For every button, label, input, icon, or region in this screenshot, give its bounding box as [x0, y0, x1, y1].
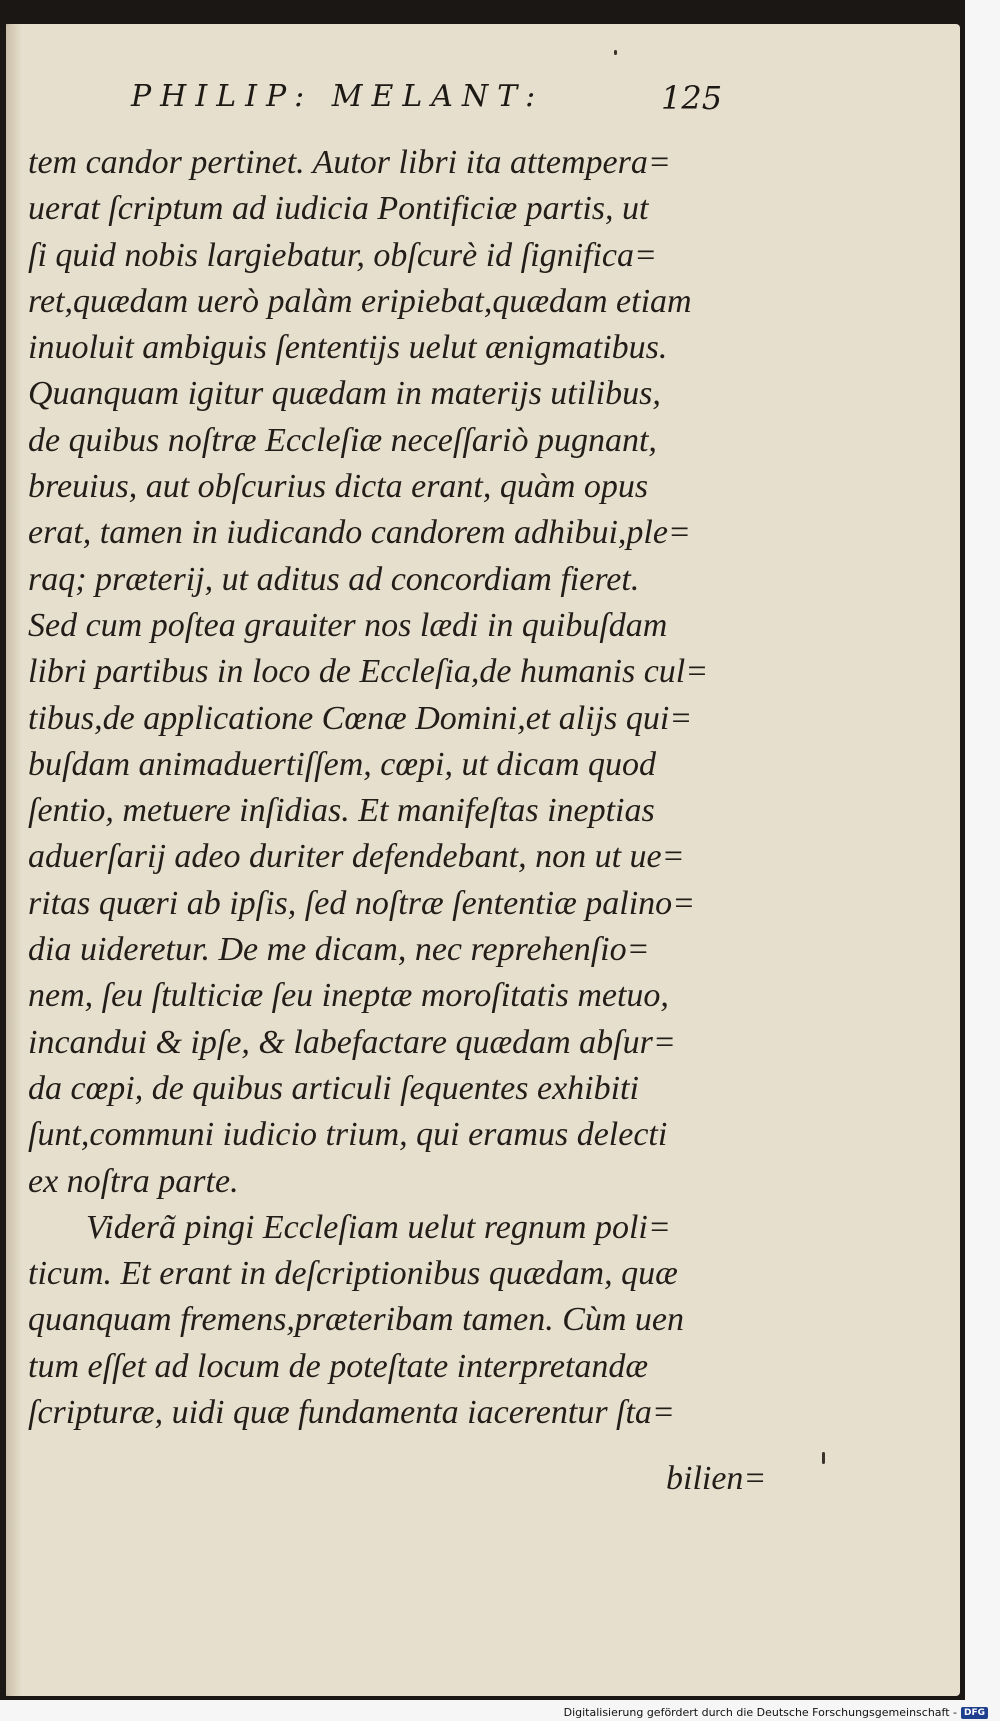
- text-line: inuoluit ambiguis ſententijs uelut ænigmatibus.: [28, 329, 668, 367]
- text-line: incandui & ipſe, & labefactare quædam abſur=: [28, 1023, 676, 1061]
- text-line: nem, ſeu ſtulticiæ ſeu ineptæ moroſitatis metuo,: [28, 977, 669, 1015]
- paper-speck: [614, 50, 617, 55]
- text-line: libri partibus in loco de Eccleſia,de humanis cul=: [28, 653, 709, 691]
- text-line: ſi quid nobis largiebatur, obſcurè id ſignifica=: [28, 236, 657, 274]
- text-line: quanquam fremens,præteribam tamen. Cùm uen: [28, 1301, 685, 1339]
- text-line: raq; præterij, ut aditus ad concordiam fieret.: [28, 560, 640, 598]
- footer-text: Digitalisierung gefördert durch die Deutsche Forschungsgemeinschaft -: [563, 1706, 957, 1719]
- text-line: erat, tamen in iudicando candorem adhibui,ple=: [28, 514, 691, 552]
- text-line: ritas quæri ab ipſis, ſed noſtræ ſententiæ palino=: [28, 884, 696, 922]
- text-line: tem candor pertinet. Autor libri ita attempera=: [28, 144, 671, 181]
- text-block: [28, 140, 718, 1436]
- text-line: ticum. Et erant in deſcriptionibus quædam, quæ: [28, 1255, 678, 1293]
- text-line: breuius, aut obſcurius dicta erant, quàm opus: [28, 468, 649, 506]
- text-line: uerat ſcriptum ad iudicia Pontificiæ partis, ut: [28, 190, 649, 228]
- text-line: dia uideretur. De me dicam, nec reprehenſio=: [28, 931, 650, 969]
- text-line: aduerſarij adeo duriter defendebant, non ut ue=: [28, 838, 685, 876]
- text-line: de quibus noſtræ Eccleſiæ neceſſariò pugnant,: [28, 421, 657, 459]
- catchword: bilien=: [666, 1460, 767, 1497]
- text-line: Quanquam igitur quædam in materijs utilibus,: [28, 375, 661, 413]
- dfg-logo: DFG: [961, 1707, 988, 1719]
- text-line: ſcripturæ, uidi quæ fundamenta iacerentur ſta=: [28, 1394, 675, 1432]
- text-line: Sed cum poſtea grauiter nos lædi in quibuſdam: [28, 606, 668, 644]
- digitization-footer: [564, 1706, 988, 1719]
- text-line: tibus,de applicatione Cœnæ Domini,et alijs qui=: [28, 699, 693, 737]
- text-line: ſunt,communi iudicio trium, qui eramus delecti: [28, 1116, 668, 1154]
- paper-speck: [822, 1452, 825, 1464]
- text-line: tum eſſet ad locum de poteſtate interpretandæ: [28, 1347, 649, 1385]
- text-line: buſdam animaduertiſſem, cœpi, ut dicam quod: [28, 745, 657, 783]
- text-line: ſentio, metuere inſidias. Et manifeſtas ineptias: [28, 792, 655, 830]
- text-line: ret,quædam uerò palàm eripiebat,quædam etiam: [28, 282, 692, 320]
- text-line: da cœpi, de quibus articuli ſequentes exhibiti: [28, 1069, 639, 1107]
- page-number: 125: [661, 79, 723, 117]
- paragraph-start-line: Viderã pingi Eccleſiam uelut regnum poli=: [86, 1208, 671, 1246]
- book-page: [6, 24, 960, 1696]
- text-line: ex noſtra parte.: [28, 1162, 239, 1200]
- running-head: PHILIP: MELANT:: [131, 79, 545, 114]
